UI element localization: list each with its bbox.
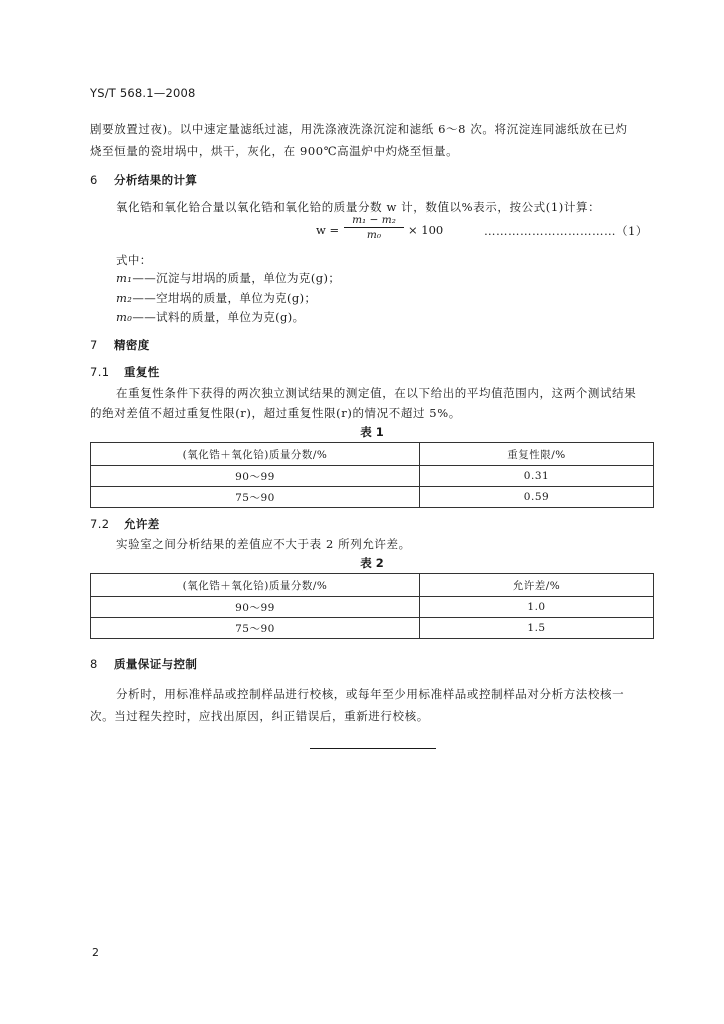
intro-line-1: 剧要放置过夜)。以中速定量滤纸过滤，用洗涤液洗涤沉淀和滤纸 6～8 次。将沉淀连同滤纸放在已灼 — [90, 122, 628, 136]
symbol: m₀ — [116, 310, 133, 324]
symbol: m₂ — [116, 291, 133, 305]
section-7-2-heading — [90, 516, 160, 532]
section-title: 质量保证与控制 — [114, 657, 198, 671]
table-row — [91, 618, 654, 639]
table-cell: 75～90 — [91, 618, 420, 639]
table-2 — [90, 573, 654, 639]
header-cell: (氧化锆＋氧化铪)质量分数/% — [91, 443, 420, 466]
table-2-caption: 表 2 — [360, 556, 384, 570]
table-cell: 90～99 — [91, 597, 420, 618]
formula-rhs: × 100 — [408, 223, 444, 237]
section-number: 8 — [90, 657, 98, 671]
table-cell: 90～99 — [91, 466, 420, 487]
definition-text: ——空坩埚的质量，单位为克(g)； — [132, 291, 317, 305]
formula-fraction — [344, 214, 404, 241]
definition-m0 — [116, 309, 305, 325]
header-cell: 允许差/% — [420, 574, 654, 597]
definition-text: ——沉淀与坩埚的质量，单位为克(g)； — [132, 271, 341, 285]
table-cell: 1.0 — [420, 597, 654, 618]
table-row — [91, 487, 654, 508]
section-number: 7.2 — [90, 517, 110, 531]
section-8-heading — [90, 656, 197, 672]
table-header-row — [91, 443, 654, 466]
section-7-1-heading — [90, 364, 160, 380]
equation-number: ……………………………（1） — [484, 224, 648, 238]
formula-denominator: m₀ — [366, 229, 382, 241]
section-title: 重复性 — [124, 365, 160, 379]
section-7-2-text: 实验室之间分析结果的差值应不大于表 2 所列允许差。 — [116, 537, 411, 551]
section-number: 7 — [90, 338, 98, 352]
symbol: m₁ — [116, 271, 133, 285]
table-row — [91, 466, 654, 487]
section-6-heading — [90, 172, 197, 188]
intro-line-2: 烧至恒量的瓷坩埚中，烘干，灰化，在 900℃高温炉中灼烧至恒量。 — [90, 144, 459, 158]
section-7-1-line-2: 的绝对差值不超过重复性限(r)，超过重复性限(r)的情况不超过 5%。 — [90, 406, 461, 420]
table-header-row — [91, 574, 654, 597]
definition-m2 — [116, 290, 316, 306]
section-number: 6 — [90, 173, 98, 187]
section-8-line-2: 次。当过程失控时，应找出原因，纠正错误后，重新进行校核。 — [90, 709, 429, 723]
formula-numerator: m₁ − m₂ — [352, 214, 396, 226]
section-7-heading — [90, 337, 150, 353]
section-title: 精密度 — [114, 338, 150, 352]
page-number: 2 — [92, 946, 99, 959]
header-cell: 重复性限/% — [420, 443, 654, 466]
table-1-caption: 表 1 — [360, 425, 384, 439]
definition-text: ——试料的质量，单位为克(g)。 — [132, 310, 305, 324]
formula-1 — [316, 214, 456, 244]
section-7-1-line-1: 在重复性条件下获得的两次独立测试结果的测定值，在以下给出的平均值范围内，这两个测试结果 — [116, 386, 637, 400]
where-label: 式中： — [116, 253, 152, 267]
table-1 — [90, 442, 654, 508]
section-6-text: 氧化锆和氧化铪合量以氧化锆和氧化铪的质量分数 w 计，数值以%表示，按公式(1)计算： — [116, 200, 601, 214]
header-cell: (氧化锆＋氧化铪)质量分数/% — [91, 574, 420, 597]
table-cell: 1.5 — [420, 618, 654, 639]
formula-lhs: w = — [316, 223, 340, 237]
table-cell: 0.31 — [420, 466, 654, 487]
document-header: YS/T 568.1—2008 — [90, 86, 196, 100]
section-title: 分析结果的计算 — [114, 173, 198, 187]
end-rule — [310, 748, 436, 749]
table-cell: 75～90 — [91, 487, 420, 508]
section-number: 7.1 — [90, 365, 110, 379]
table-row — [91, 597, 654, 618]
table-cell: 0.59 — [420, 487, 654, 508]
section-8-line-1: 分析时，用标准样品或控制样品进行校核，或每年至少用标准样品或控制样品对分析方法校核一 — [116, 687, 625, 701]
section-title: 允许差 — [124, 517, 160, 531]
definition-m1 — [116, 270, 340, 286]
fraction-bar — [344, 227, 404, 228]
